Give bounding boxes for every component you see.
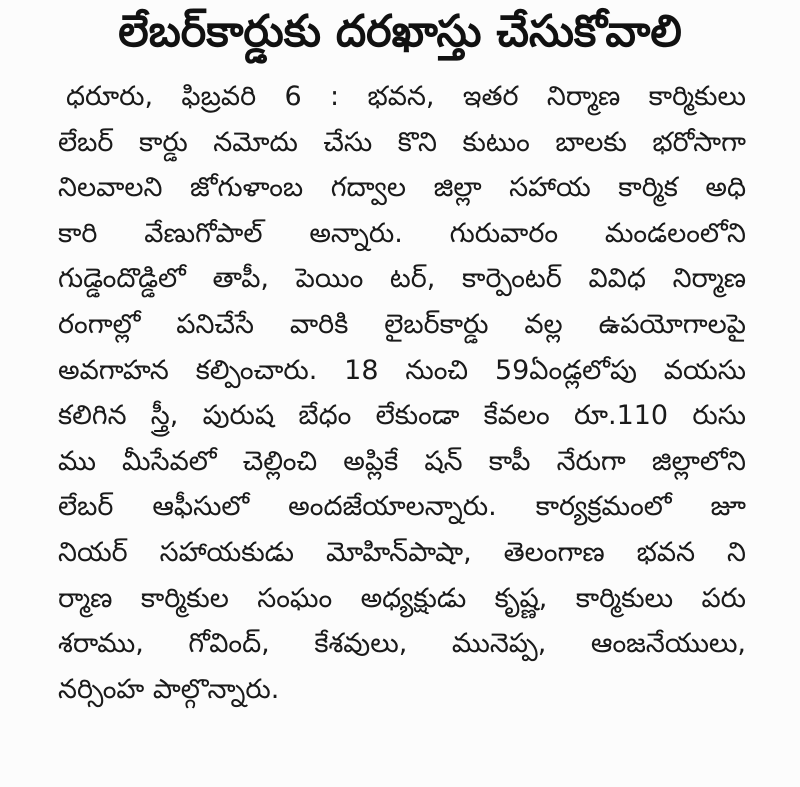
article-line: కలిగిన స్త్రీ, పురుష బేధం లేకుండా కేవలం రూ.110 రుసు <box>58 400 746 432</box>
article-line: లేబర్ ఆఫీసులో అందజేయాలన్నారు. కార్యక్రమంలో జూ <box>58 491 746 523</box>
article-line: అవగాహన కల్పించారు. 18 నుంచి 59ఏండ్లలోపు వయసు <box>58 354 746 386</box>
article-line: రంగాల్లో పనిచేసే వారికి లైబర్‌కార్డు వల్ల ఉపయోగాలపై <box>58 308 746 340</box>
article-line: లేబర్ కార్డు నమోదు చేసు కొని కుటుం బాలకు భరోసాగా <box>58 126 746 158</box>
article-line: నిలవాలని జోగుళాంబ గద్వాల జిల్లా సహాయ కార్మిక అధి <box>58 172 746 204</box>
article-line: గుడ్డెందొడ్డిలో తాపీ, పెయిం టర్, కార్పెంటర్ వివిధ నిర్మాణ <box>58 263 746 295</box>
article-line: ధరూరు, ఫిబ్రవరి 6 : భవన, ఇతర నిర్మాణ కార్మికులు <box>66 81 746 112</box>
article-line: నియర్ సహాయకుడు మోహిన్‌పాషా, తెలంగాణ భవన ని <box>58 536 746 568</box>
article-body <box>58 74 746 712</box>
article-headline: లేబర్‌కార్డుకు దరఖాస్తు చేసుకోవాలి <box>118 6 682 57</box>
article-line: నర్సింహ పాల్గొన్నారు. <box>58 673 280 705</box>
article-line: ము మీసేవలో చెల్లించి అప్లికే షన్ కాపీ నేరుగా జిల్లాలోని <box>58 445 746 477</box>
article-line: కారి వేణుగోపాల్ అన్నారు. గురువారం మండలంలోని <box>58 217 746 249</box>
article-line: ర్మాణ కార్మికుల సంఘం అధ్యక్షుడు కృష్ణ, కార్మికులు పరు <box>58 582 746 614</box>
article-line: శరాము, గోవింద్, కేశవులు, మునెప్ప, ఆంజనేయులు, <box>58 628 746 660</box>
